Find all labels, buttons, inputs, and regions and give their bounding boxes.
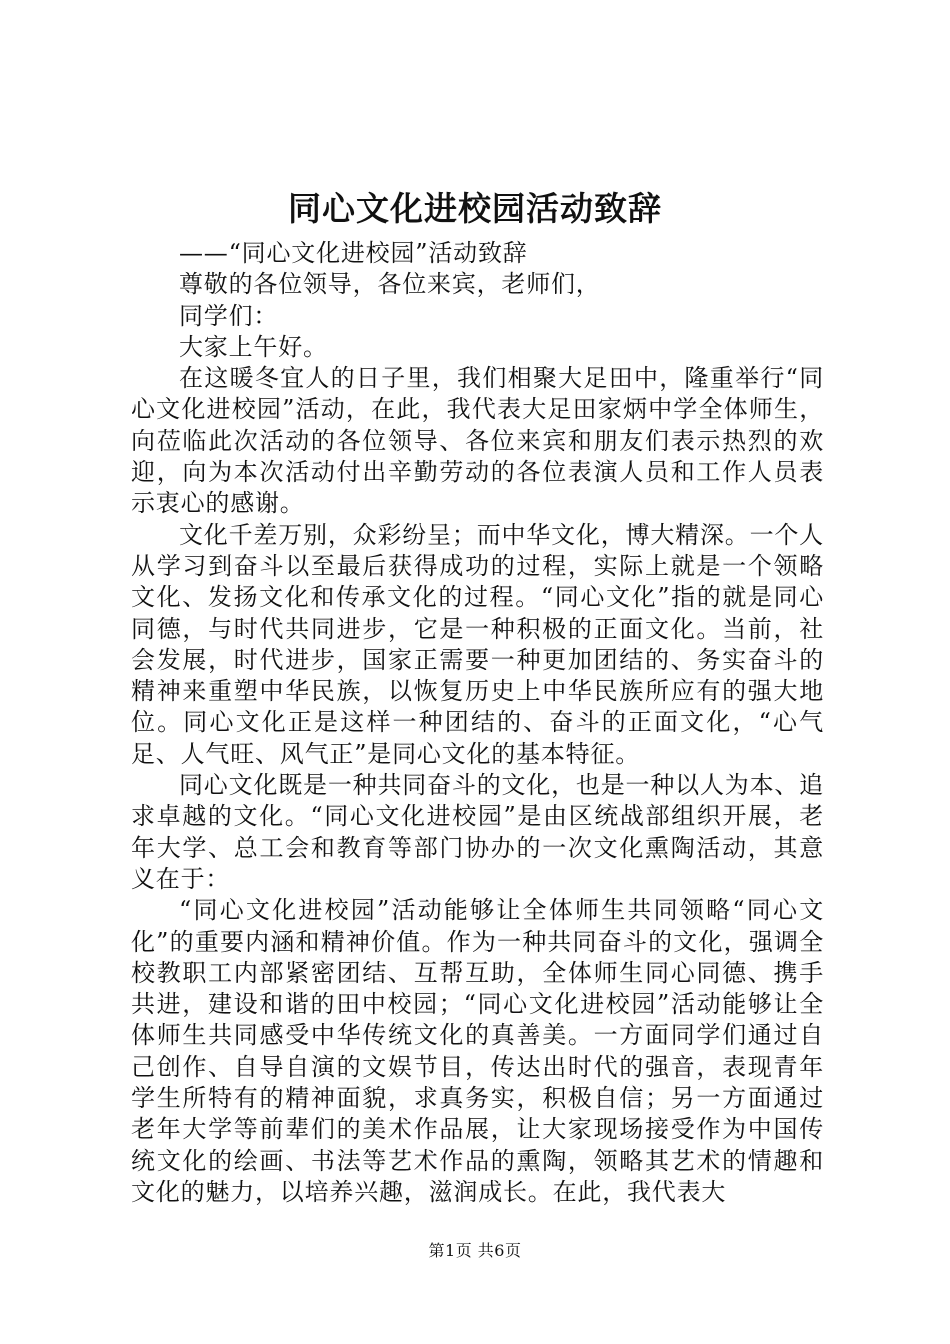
greeting: 大家上午好。: [179, 332, 328, 361]
paragraph-3: 同心文化既是一种共同奋斗的文化，也是一种以人为本、追求卓越的文化。“同心文化进校园”是由区统战部组织开展，老年大学、总工会和教育等部门协办的一次文化熏陶活动，其意义在于：: [131, 771, 824, 893]
salutation-line-1: 尊敬的各位领导，各位来宾，老师们，: [179, 270, 601, 299]
document-title: 同心文化进校园活动致辞: [288, 189, 662, 228]
paragraph-1: 在这暖冬宜人的日子里，我们相聚大足田中，隆重举行“同心文化进校园”活动，在此，我代表大足田家炳中学全体师生，向莅临此次活动的各位领导、各位来宾和朋友们表示热烈的欢迎，向为本次活动付出辛勤劳动的各位表演人员和工作人员表示衷心的感谢。: [131, 364, 824, 518]
document-body: [131, 238, 824, 1208]
salutation-line-2: 同学们：: [179, 301, 279, 330]
paragraph-4: “同心文化进校园”活动能够让全体师生共同领略“同心文化”的重要内涵和精神价值。作为一种共同奋斗的文化，强调全校教职工内部紧密团结、互帮互助，全体师生同心同德、携手共进，建设和谐的田中校园；“同心文化进校园”活动能够让全体师生共同感受中华传统文化的真善美。一方面同学们通过自己创作、自导自演的文娱节目，传达出时代的强音，表现青年学生所特有的精神面貌，求真务实，积极自信；另一方面通过老年大学等前辈们的美术作品展，让大家现场接受作为中国传统文化的绘画、书法等艺术作品的熏陶，领略其艺术的情趣和文化的魅力，以培养兴趣，滋润成长。在此，我代表大: [131, 896, 824, 1206]
paragraph-2: 文化千差万别，众彩纷呈；而中华文化，博大精深。一个人从学习到奋斗以至最后获得成功的过程，实际上就是一个领略文化、发扬文化和传承文化的过程。“同心文化”指的就是同心同德，与时代共同进步，它是一种积极的正面文化。当前，社会发展，时代进步，国家正需要一种更加团结的、务实奋斗的精神来重塑中华民族，以恢复历史上中华民族所应有的强大地位。同心文化正是这样一种团结的、奋斗的正面文化，“心气足、人气旺、风气正”是同心文化的基本特征。: [131, 520, 824, 768]
page-number-footer: 第1页 共6页: [428, 1241, 522, 1260]
document-subtitle: ——“同心文化进校园”活动致辞: [179, 239, 528, 267]
